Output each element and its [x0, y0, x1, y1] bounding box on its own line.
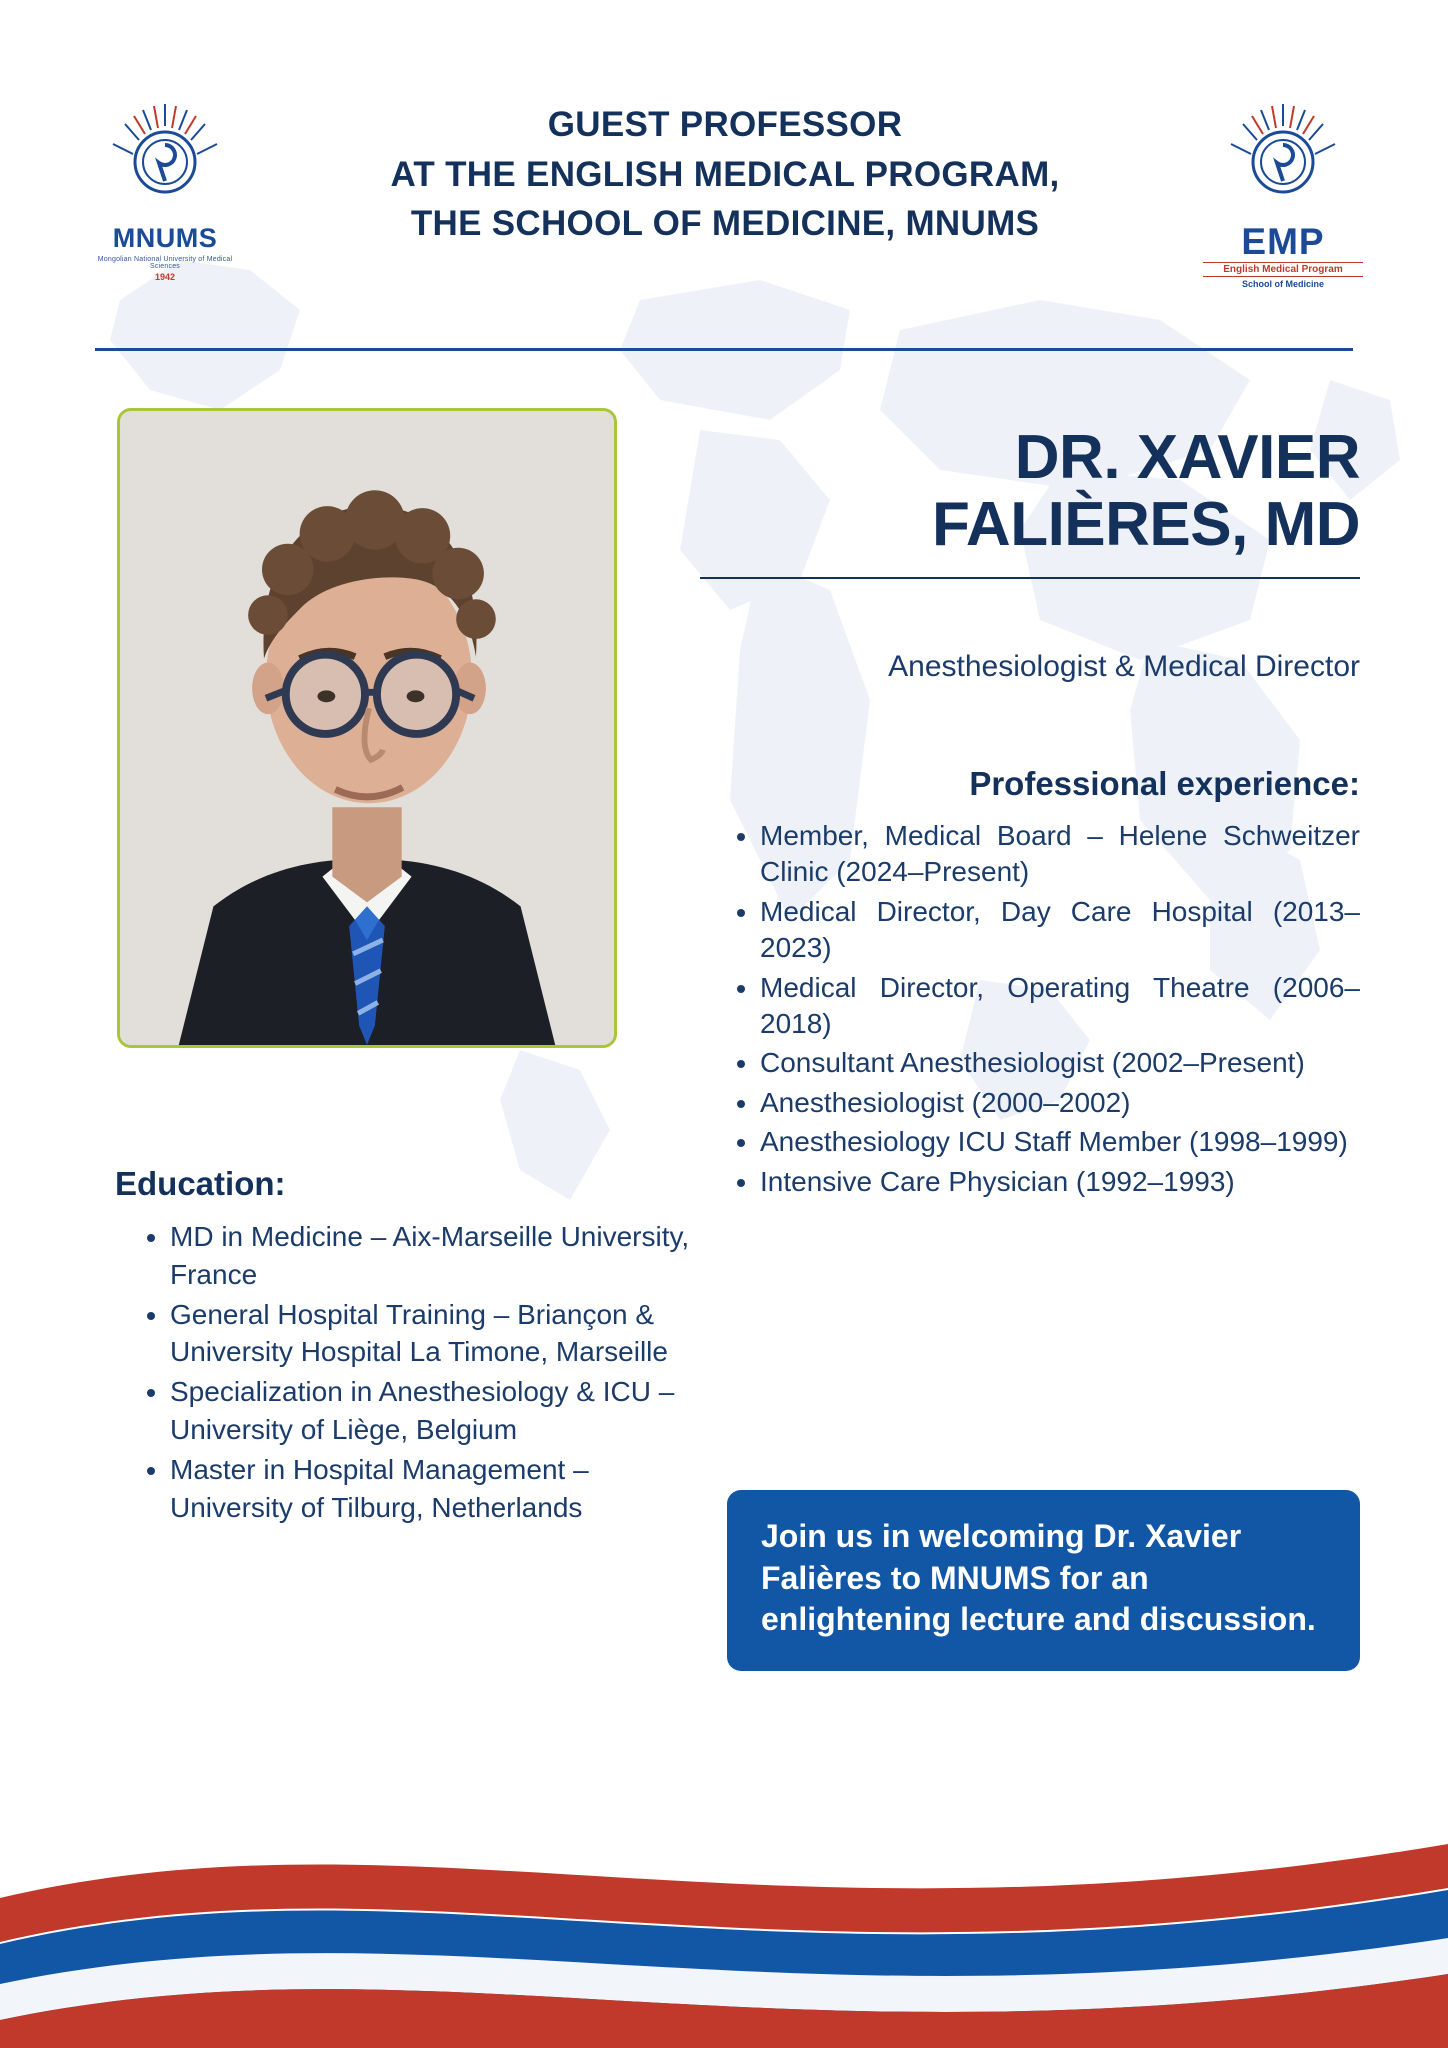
page-title [250, 100, 1200, 249]
list-item: • General Hospital Training – Briançon & University Hospital La Timone, Marseille [170, 1296, 700, 1372]
name-line-1: DR. XAVIER [1014, 423, 1360, 492]
experience-heading: Professional experience: [969, 765, 1360, 802]
education-list [140, 1218, 700, 1528]
emp-wordmark: EMP [1241, 221, 1325, 262]
list-item: • Member, Medical Board – Helene Schweitzer Clinic (2024–Present) [760, 818, 1360, 891]
avatar [117, 408, 617, 1048]
profile-name [700, 425, 1360, 579]
list-item: • Specialization in Anesthesiology & ICU – University of Liège, Belgium [170, 1373, 700, 1449]
list-item: • Medical Director, Operating Theatre (2006–2018) [760, 970, 1360, 1043]
list-item: • Consultant Anesthesiologist (2002–Present) [760, 1045, 1360, 1081]
list-item: • Anesthesiology ICU Staff Member (1998–1999) [760, 1124, 1360, 1160]
title-line-2: AT THE ENGLISH MEDICAL PROGRAM, [390, 154, 1060, 194]
list-item: • Anesthesiologist (2000–2002) [760, 1085, 1360, 1121]
footer-decoration [0, 1748, 1448, 2048]
list-item: • MD in Medicine – Aix-Marseille University, France [170, 1218, 700, 1294]
call-to-action-banner: Join us in welcoming Dr. Xavier Falières to MNUMS for an enlightening lecture and discussion. [727, 1490, 1360, 1671]
poster-header [0, 0, 1448, 330]
emp-logo [1203, 100, 1363, 289]
name-line-2: FALIÈRES, MD [931, 489, 1360, 559]
header-divider [95, 348, 1353, 351]
mnums-year: 1942 [154, 272, 176, 282]
mnums-logo [85, 100, 245, 282]
education-heading: Education: [115, 1165, 286, 1202]
mnums-wordmark: MNUMS [112, 223, 218, 253]
profile-role: Anesthesiologist & Medical Director [888, 650, 1360, 683]
mnums-subtitle: Mongolian National University of Medical Sciences [97, 256, 233, 270]
title-line-3: THE SCHOOL OF MEDICINE, MNUMS [410, 204, 1040, 244]
experience-list [730, 818, 1360, 1203]
emp-subtitle-program: English Medical Program [1203, 262, 1363, 277]
emp-subtitle-school: School of Medicine [1241, 279, 1324, 289]
list-item: • Medical Director, Day Care Hospital (2013–2023) [760, 894, 1360, 967]
list-item: • Intensive Care Physician (1992–1993) [760, 1164, 1360, 1200]
list-item: • Master in Hospital Management – University of Tilburg, Netherlands [170, 1451, 700, 1527]
name-divider [700, 577, 1360, 579]
title-line-1: GUEST PROFESSOR [547, 105, 903, 144]
